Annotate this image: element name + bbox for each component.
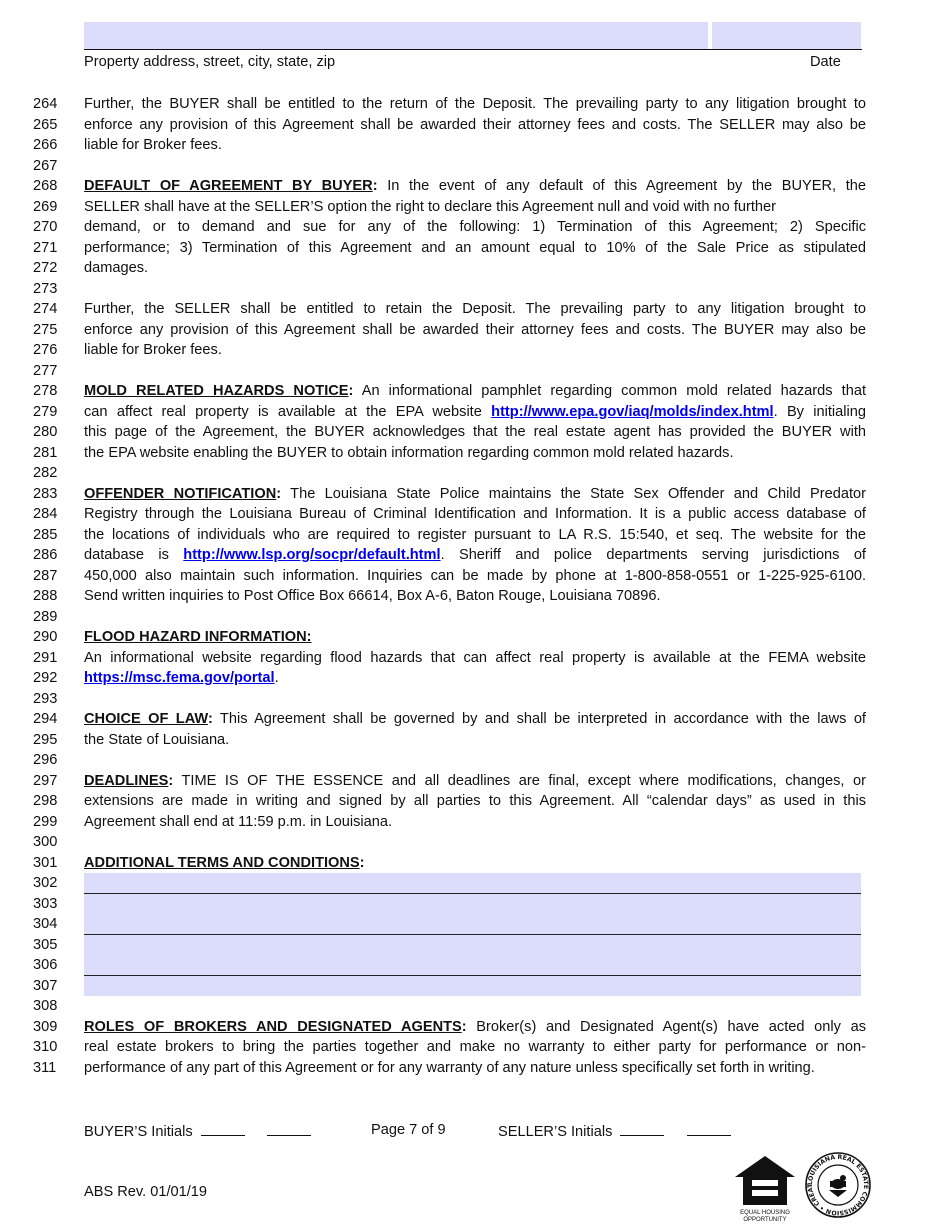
- line-number: 293: [33, 690, 58, 707]
- paragraph-line: demand, or to demand and sue for any of the following: 1) Termination of this Agreement; 2) Specific: [84, 219, 866, 235]
- svg-text:LOUISIANA REAL ESTATE COMMISSI: LOUISIANA REAL ESTATE COMMISSION • CREAT: [806, 1153, 870, 1217]
- line-number: 270: [33, 219, 58, 235]
- additional-terms-line-3[interactable]: [84, 914, 861, 935]
- line-number: 268: [33, 178, 58, 194]
- header-underline: [84, 49, 862, 50]
- section-heading-flood: FLOOD HAZARD INFORMATION:: [84, 629, 312, 645]
- paragraph-line: MOLD RELATED HAZARDS NOTICE: An informational pamphlet regarding common mold related hazards that: [84, 383, 866, 399]
- line-number: 294: [33, 711, 58, 727]
- additional-terms-line-2[interactable]: [84, 894, 861, 915]
- line-number: 302: [33, 875, 58, 891]
- paragraph-line: real estate brokers to bring the parties together and make no warranty to either party for performance or non-: [84, 1039, 866, 1055]
- additional-terms-line-1[interactable]: [84, 873, 861, 894]
- equal-housing-house-icon: [733, 1153, 797, 1207]
- line-number: 295: [33, 731, 58, 748]
- paragraph-line: ADDITIONAL TERMS AND CONDITIONS:: [84, 854, 365, 871]
- paragraph-line: SELLER shall have at the SELLER’S option the right to declare this Agreement null and void with no further: [84, 198, 776, 215]
- line-number: 287: [33, 567, 58, 584]
- paragraph-line: performance; 3) Termination of this Agreement and an amount equal to 10% of the Sale Price as stipulated: [84, 239, 866, 256]
- paragraph-line: extensions are made in writing and signed by all parties to this Agreement. All “calendar days” as used in this: [84, 793, 866, 809]
- line-number: 310: [33, 1039, 58, 1055]
- paragraph-line: ROLES OF BROKERS AND DESIGNATED AGENTS: Broker(s) and Designated Agent(s) have acted only as: [84, 1018, 866, 1035]
- line-number: 300: [33, 834, 58, 850]
- paragraph-text: TIME IS OF THE ESSENCE and all deadlines are final, except where modifications, changes, or: [173, 772, 866, 789]
- line-number: 296: [33, 752, 58, 768]
- section-heading-offender: OFFENDER NOTIFICATION: [84, 485, 277, 502]
- paragraph-text: .: [274, 670, 279, 686]
- fema-portal-link[interactable]: https://msc.fema.gov/portal: [84, 670, 275, 686]
- additional-terms-line-6[interactable]: [84, 976, 861, 996]
- property-address-input[interactable]: [84, 22, 708, 49]
- seller-initials-blank-2[interactable]: [687, 1122, 731, 1136]
- paragraph-line: [84, 668, 866, 689]
- paragraph-text: can affect real property is available at the EPA website: [84, 403, 492, 420]
- revision-label: ABS Rev. 01/01/19: [84, 1184, 208, 1200]
- buyer-initials-label: BUYER’S Initials: [84, 1124, 193, 1140]
- section-heading-default-buyer: DEFAULT OF AGREEMENT BY BUYER: [84, 178, 373, 194]
- paragraph-line: performance of any part of this Agreement or for any warranty of any nature unless specifically set forth in writing.: [84, 1059, 815, 1076]
- line-number: 292: [33, 670, 58, 686]
- line-number: 275: [33, 321, 58, 338]
- line-number: 305: [33, 936, 58, 953]
- paragraph-text: database is: [84, 547, 184, 563]
- paragraph-line: [84, 402, 866, 423]
- paragraph-line: DEFAULT OF AGREEMENT BY BUYER: In the event of any default of this Agreement by the BUYER, the: [84, 178, 866, 194]
- date-input[interactable]: [712, 22, 861, 49]
- line-number: 267: [33, 157, 58, 174]
- line-number: 298: [33, 793, 58, 809]
- equal-housing-caption: EQUAL HOUSING OPPORTUNITY: [740, 1210, 790, 1223]
- paragraph-line: Send written inquiries to Post Office Box 66614, Box A-6, Baton Rouge, Louisiana 70896.: [84, 588, 661, 604]
- line-number: 269: [33, 198, 58, 215]
- paragraph-line: liable for Broker fees.: [84, 137, 222, 153]
- line-number: 274: [33, 301, 58, 317]
- paragraph-line: Registry through the Louisiana Bureau of Criminal Identification and Information. It is a public access database of: [84, 506, 866, 522]
- buyer-initials-blank-2[interactable]: [267, 1122, 311, 1136]
- date-label: Date: [810, 54, 841, 70]
- line-number: 303: [33, 895, 58, 912]
- buyer-initials-blank-1[interactable]: [201, 1122, 245, 1136]
- seller-initials: [498, 1122, 731, 1141]
- line-number: 278: [33, 383, 58, 399]
- equal-housing-logo: [733, 1153, 797, 1223]
- paragraph-line: liable for Broker fees.: [84, 342, 222, 358]
- line-number: 266: [33, 137, 58, 153]
- paragraph-line: Agreement shall end at 11:59 p.m. in Louisiana.: [84, 813, 393, 830]
- line-number: 277: [33, 362, 58, 379]
- line-number: 304: [33, 916, 58, 932]
- additional-terms-line-4[interactable]: [84, 935, 861, 955]
- commission-seal: [804, 1151, 872, 1219]
- line-number: 290: [33, 629, 58, 645]
- paragraph-line: Further, the SELLER shall be entitled to retain the Deposit. The prevailing party to any litigation brought to: [84, 301, 866, 317]
- line-number: 306: [33, 957, 58, 973]
- paragraph-text: This Agreement shall be governed by and shall be interpreted in accordance with the laws of: [212, 711, 866, 727]
- paragraph-line: Further, the BUYER shall be entitled to the return of the Deposit. The prevailing party to any litigation brought to: [84, 96, 866, 112]
- paragraph-line: An informational website regarding flood hazards that can affect real property is available at the FEMA website: [84, 649, 866, 666]
- commission-seal-icon: [804, 1151, 872, 1219]
- line-number: 301: [33, 854, 58, 871]
- line-number: 276: [33, 342, 58, 358]
- lsp-registry-link[interactable]: http://www.lsp.org/socpr/default.html: [183, 547, 441, 563]
- line-number: 264: [33, 96, 58, 112]
- line-number: 265: [33, 116, 58, 133]
- paragraph-line: this page of the Agreement, the BUYER acknowledges that the real estate agent has provided the BUYER with: [84, 424, 866, 440]
- line-number: 279: [33, 403, 58, 420]
- section-heading-mold: MOLD RELATED HAZARDS NOTICE: [84, 383, 349, 399]
- epa-mold-link[interactable]: http://www.epa.gov/iaq/molds/index.html: [491, 403, 774, 420]
- paragraph-text: In the event of any default of this Agreement by the BUYER, the: [377, 178, 866, 194]
- line-number: 289: [33, 608, 58, 625]
- seller-initials-blank-1[interactable]: [620, 1122, 664, 1136]
- line-number: 286: [33, 547, 58, 563]
- line-number: 281: [33, 444, 58, 461]
- line-number: 283: [33, 485, 58, 502]
- line-number: 288: [33, 588, 58, 604]
- seller-initials-label: SELLER’S Initials: [498, 1124, 613, 1140]
- buyer-initials: [84, 1122, 311, 1141]
- paragraph-line: [84, 627, 866, 648]
- paragraph-line: DEADLINES: TIME IS OF THE ESSENCE and all deadlines are final, except where modifications, changes, or: [84, 772, 866, 789]
- section-heading-roles: ROLES OF BROKERS AND DESIGNATED AGENTS: [84, 1018, 462, 1035]
- paragraph-text: . Sheriff and police departments serving jurisdictions of: [440, 547, 866, 563]
- paragraph-line: the locations of individuals who are required to register pursuant to LA R.S. 15:540, et seq. The website for the: [84, 526, 866, 543]
- line-number: 291: [33, 649, 58, 666]
- line-number: 273: [33, 280, 58, 297]
- paragraph-line: [84, 545, 866, 566]
- paragraph-text: The Louisiana State Police maintains the State Sex Offender and Child Predator: [281, 485, 866, 502]
- line-number: 308: [33, 998, 58, 1014]
- line-number: 271: [33, 239, 58, 256]
- property-address-label: Property address, street, city, state, zip: [84, 54, 336, 70]
- line-number: 311: [33, 1059, 57, 1076]
- paragraph-line: the State of Louisiana.: [84, 731, 230, 748]
- paragraph-line: enforce any provision of this Agreement shall be awarded their attorney fees and costs. The SELLER may also be: [84, 116, 866, 133]
- line-number: 284: [33, 506, 58, 522]
- section-heading-deadlines: DEADLINES: [84, 772, 169, 789]
- additional-terms-line-5[interactable]: [84, 955, 861, 976]
- paragraph-text: Broker(s) and Designated Agent(s) have acted only as: [466, 1018, 866, 1035]
- line-number: 309: [33, 1018, 58, 1035]
- paragraph-text: An informational pamphlet regarding common mold related hazards that: [353, 383, 866, 399]
- paragraph-line: CHOICE OF LAW: This Agreement shall be governed by and shall be interpreted in accordance with the laws of: [84, 711, 866, 727]
- section-heading-choice-of-law: CHOICE OF LAW: [84, 711, 208, 727]
- paragraph-line: the EPA website enabling the BUYER to obtain information regarding common mold related hazards.: [84, 444, 734, 461]
- line-number: 272: [33, 260, 58, 276]
- line-number: 307: [33, 977, 58, 994]
- paragraph-line: damages.: [84, 260, 149, 276]
- paragraph-line: OFFENDER NOTIFICATION: The Louisiana State Police maintains the State Sex Offender and Child Predator: [84, 485, 866, 502]
- line-number: 282: [33, 465, 58, 481]
- page-number: Page 7 of 9: [371, 1122, 446, 1138]
- paragraph-line: enforce any provision of this Agreement shall be awarded their attorney fees and costs. The BUYER may also be: [84, 321, 866, 338]
- line-number: 297: [33, 772, 58, 789]
- line-number: 280: [33, 424, 58, 440]
- paragraph-line: 450,000 also maintain such information. Inquiries can be made by phone at 1-800-858-0551 or 1-225-925-6100.: [84, 567, 866, 584]
- paragraph-text: . By initialing: [773, 403, 866, 420]
- section-heading-additional-terms: ADDITIONAL TERMS AND CONDITIONS: [84, 854, 360, 871]
- line-number: 299: [33, 813, 58, 830]
- line-number: 285: [33, 526, 58, 543]
